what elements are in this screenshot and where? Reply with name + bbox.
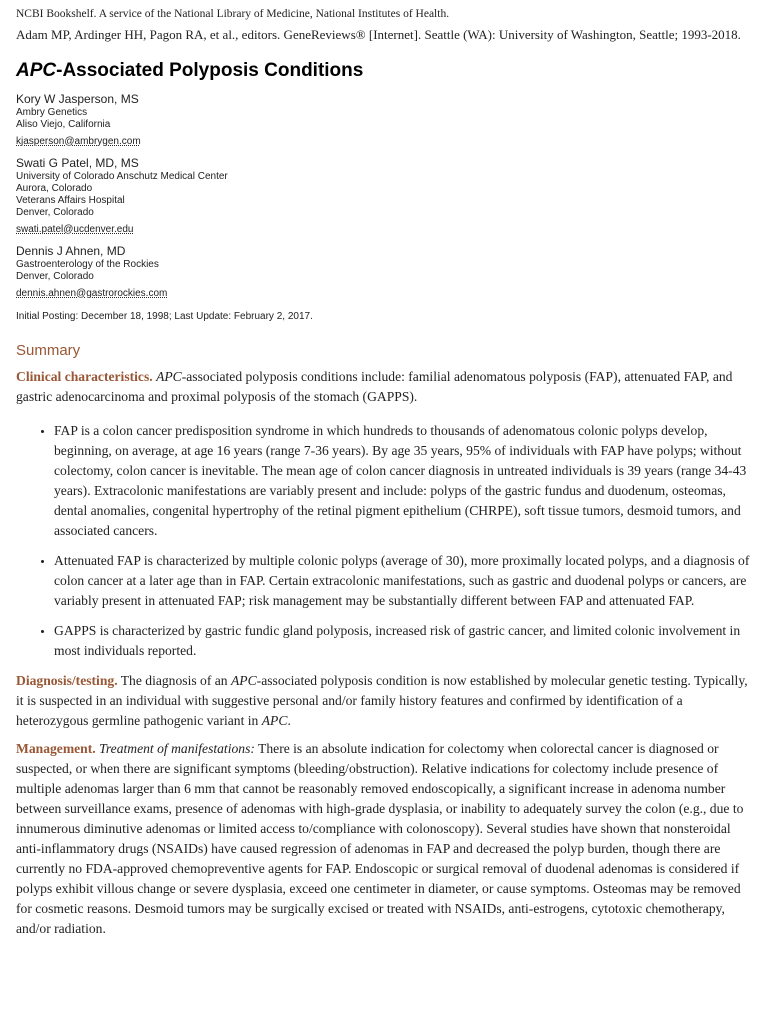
condition-list [16,421,752,661]
author-name: Kory W Jasperson, MS [16,92,139,106]
gene-name: APC [230,673,257,688]
diagnosis-lead: Diagnosis/testing. [16,673,118,688]
author-affiliation: Denver, Colorado [16,271,94,282]
author-affiliation: Ambry Genetics [16,107,88,118]
management-lead: Management. [16,741,96,756]
authors-block [16,92,752,301]
author-affiliation: University of Colorado Anschutz Medical Center [16,171,228,182]
author-email-link[interactable]: kjasperson@ambrygen.com [16,136,141,147]
management-text: There is an absolute indication for colectomy when colorectal cancer is diagnosed or suspected, or when there are significant symptoms (bleeding/obstruction). Relative indications for colectomy include presence of multiple adenomas larger than 6 mm that cannot be reasonably removed endoscopically, a significant increase in adenoma number between surveillance exams, presence of adenomas with high-grade dysplasia, or inability to adequately survey the colon (e.g., due to innumerous diminutive adenomas or limited access to/compliance with colonoscopy). Several studies have shown that nonsteroidal anti-inflammatory drugs (NSAIDs) have caused regression of adenomas in FAP and decreased the polyp burden, though there are currently no FDA-approved chemopreventive agents for FAP. Endoscopic or surgical removal of duodenal adenomas is considered if polyps exhibit villous change or severe dysplasia, exceed one centimeter in diameter, or cause symptoms. Osteomas may be removed for cosmetic reasons. Desmoid tumors may be surgically excised or treated with NSAIDs, anti-estrogens, cytotoxic chemotherapy, and/or radiation. [16,741,744,936]
list-item: • Attenuated FAP is characterized by multiple colonic polyps (average of 30), more proximally located polyps, and a diagnosis of colon cancer at a later age than in FAP. Certain extracolonic manifestations, such as gastric and duodenal polyps or cancers, are variably present in attenuated FAP; risk management may be substantially different between FAP and attenuated FAP. [54,551,752,611]
diagnosis-text: -associated polyposis condition is now established by molecular genetic testing. Typically, it is suspected in an individual with suggestive personal and/or family history features and confirmed by identification of a heterozygous germline pathogenic variant in [16,673,748,728]
diagnosis-text: . [287,713,291,728]
list-item: • FAP is a colon cancer predisposition syndrome in which hundreds to thousands of adenomatous colonic polyps develop, beginning, on average, at age 16 years (range 7-36 years). By age 35 years, 95% of individuals with FAP have polyps; without colectomy, colon cancer is inevitable. The mean age of colon cancer diagnosis in untreated individuals is 39 years (range 34-43 years). Extracolonic manifestations are variably present and include: polyps of the gastric fundus and duodenum, osteomas, dental anomalies, congenital hypertrophy of the retinal pigment epithelium (CHRPE), soft tissue tumors, desmoid tumors, and associated cancers. [54,421,752,541]
page-title [16,60,752,82]
summary-heading: Summary [16,342,81,359]
diagnosis-paragraph [16,671,752,731]
posting-dates: Initial Posting: December 18, 1998; Last Update: February 2, 2017. [16,311,313,322]
author-email-link[interactable]: dennis.ahnen@gastrorockies.com [16,288,168,299]
gene-name: APC [156,369,182,384]
author-affiliation: Gastroenterology of the Rockies [16,259,159,270]
author-name: Dennis J Ahnen, MD [16,244,126,258]
author [16,92,752,149]
author-affiliation: Aurora, Colorado [16,183,93,194]
author-name: Swati G Patel, MD, MS [16,156,139,170]
management-paragraph [16,739,752,939]
author [16,156,752,237]
management-sublead: Treatment of manifestations: [99,741,255,756]
ncbi-banner: NCBI Bookshelf. A service of the National Library of Medicine, National Institutes of Health. [16,8,450,20]
title-rest: -Associated Polyposis Conditions [56,60,364,81]
citation: Adam MP, Ardinger HH, Pagon RA, et al., editors. GeneReviews® [Internet]. Seattle (WA): University of Washington, Seattle; 1993-2018. [16,27,741,42]
list-item: • GAPPS is characterized by gastric fundic gland polyposis, increased risk of gastric cancer, and limited colonic involvement in most individuals reported. [54,621,752,661]
diagnosis-text: The diagnosis of an [117,673,231,688]
gene-name: APC [261,713,288,728]
clinical-characteristics-paragraph [16,367,752,407]
author-affiliation: Denver, Colorado [16,207,94,218]
author [16,244,752,301]
author-email-link[interactable]: swati.patel@ucdenver.edu [16,224,134,235]
author-affiliation: Veterans Affairs Hospital [16,195,125,206]
author-affiliation: Aliso Viejo, California [16,119,111,130]
clinical-text: -associated polyposis conditions include: familial adenomatous polyposis (FAP), attenuated FAP, and gastric adenocarcinoma and proximal polyposis of the stomach (GAPPS). [16,369,733,404]
title-gene: APC [16,60,57,81]
clinical-lead: Clinical characteristics. [16,369,153,384]
